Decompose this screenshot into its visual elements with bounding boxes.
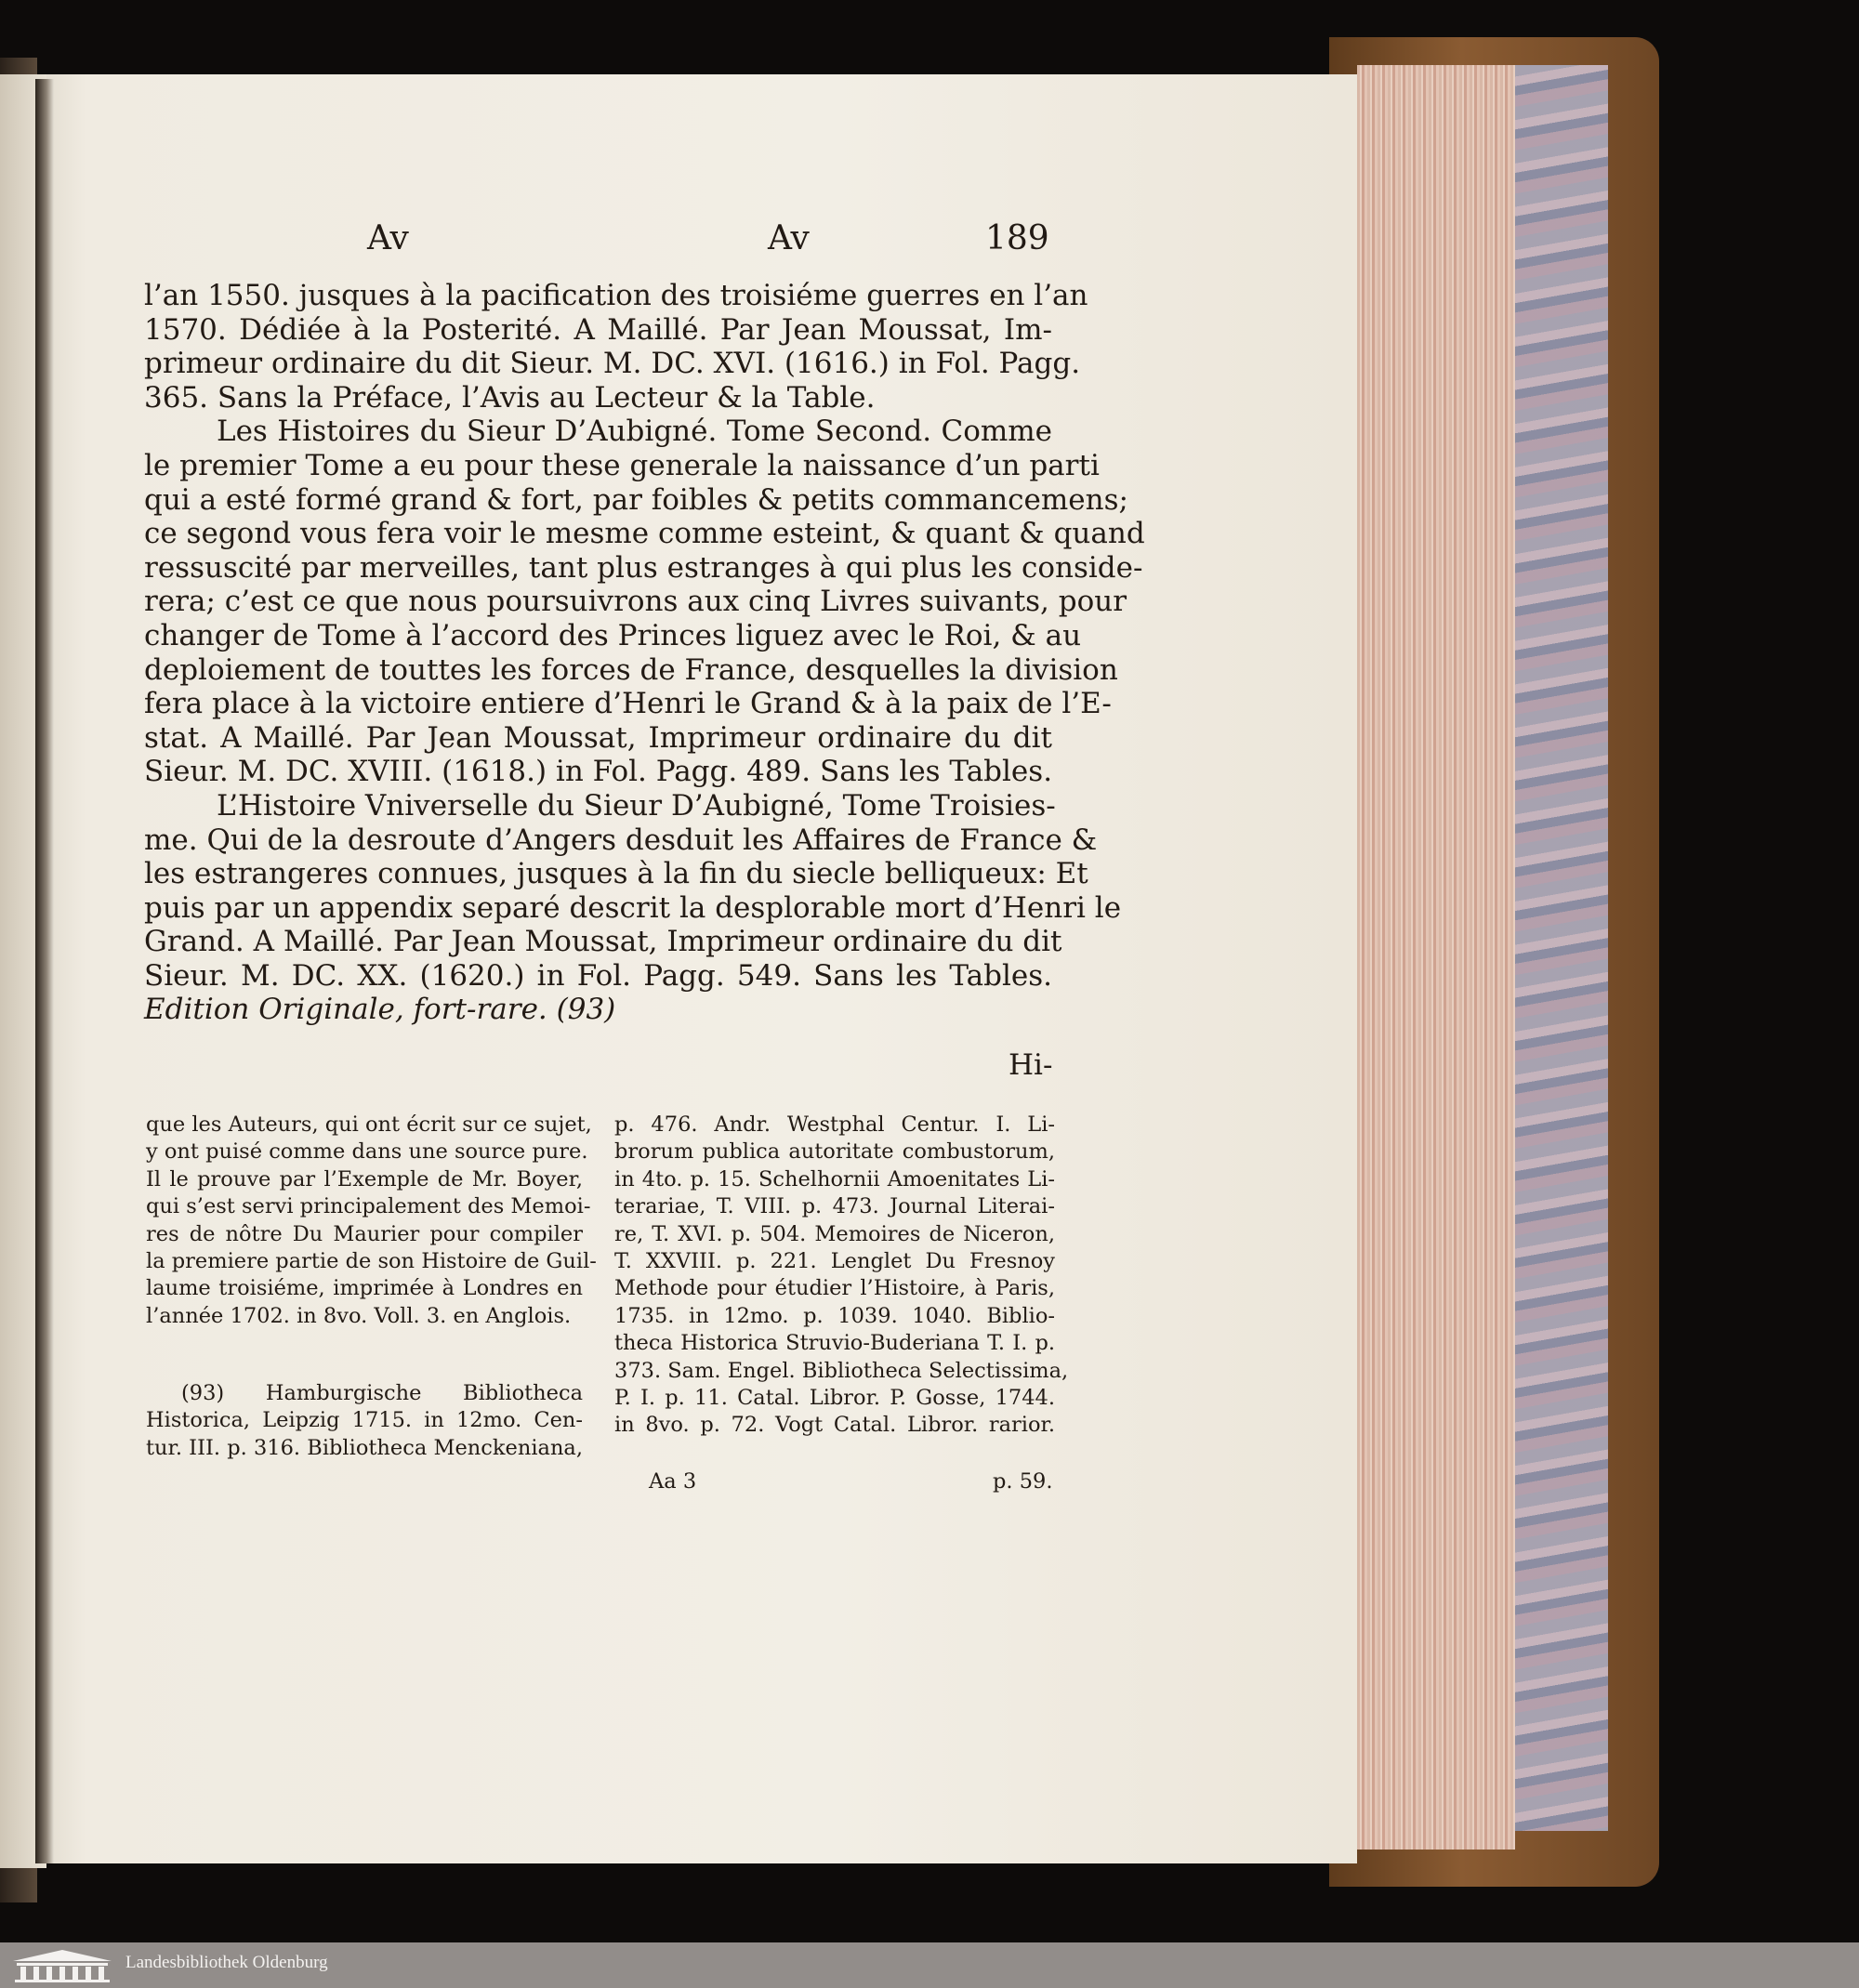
footnote-93 [146,1380,583,1462]
footnote-line: (93) Hamburgische Bibliotheca [181,1381,583,1405]
text-line: 365. Sans la Préface, l’Avis au Lecteur & la Table. [144,380,876,415]
text-line: l’an 1550. jusques à la pacification des troisiéme guerres en l’an [144,279,1088,312]
footnote-line: l’année 1702. in 8vo. Voll. 3. en Anglois. [146,1303,572,1328]
footnote-line: P. I. p. 11. Catal. Libror. P. Gosse, 1744. [614,1385,1055,1410]
library-building-icon [11,1948,113,1983]
footnote-line: 1735. in 12mo. p. 1039. 1040. Biblio- [614,1303,1055,1328]
text-line: qui a esté formé grand & fort, par foibles & petits commancemens; [144,482,1128,517]
text-line: primeur ordinaire du dit Sieur. M. DC. XVI. (1616.) in Fol. Pagg. [144,347,1081,381]
text-line: Les Histoires du Sieur D’Aubigné. Tome Second. Comme [217,415,1052,449]
text-line: Grand. A Maillé. Par Jean Moussat, Imprimeur ordinaire du dit [144,925,1062,959]
footnote-line: in 8vo. p. 72. Vogt Catal. Libror. rarior. [614,1413,1055,1438]
page-fore-edge [1357,65,1515,1850]
footnote-line: y ont puisé comme dans une source pure. [146,1139,588,1165]
footnote-line: theca Historica Struvio-Buderiana T. I. p. [614,1331,1055,1356]
footnote-line: 373. Sam. Engel. Bibliotheca Selectissima, [614,1358,1069,1383]
footnote-left-column [146,1112,597,1330]
text-line: stat. A Maillé. Par Jean Moussat, Imprimeur ordinaire du dit [144,720,1052,755]
footnote-right-column [614,1112,1069,1440]
running-head-left: Av [367,219,409,257]
text-line: deploiement de touttes les forces de France, desquelles la division [144,652,1118,687]
page-number: 189 [985,219,1049,257]
footnote-line: Methode pour étudier l’Histoire, à Paris, [614,1276,1055,1301]
main-text [144,279,1145,1027]
footnote-line: qui s’est servi principalement des Memoi- [146,1194,591,1219]
notes-catchword: p. 59. [993,1469,1053,1494]
text-line: ressuscité par merveilles, tant plus estranges à qui plus les conside- [144,550,1143,585]
text-line: 1570. Dédiée à la Posterité. A Maillé. Par Jean Moussat, Im- [144,312,1052,347]
text-line: fera place à la victoire entiere d’Henri le Grand & à la paix de l’E- [144,687,1112,721]
text-line: ce segond vous fera voir le mesme comme esteint, & quant & quand [144,517,1145,551]
book-gutter [35,79,54,1863]
footer-bar [0,1942,1859,1988]
running-head-center: Av [768,219,810,257]
marbled-endpaper [1506,65,1608,1831]
text-line: les estrangeres connues, jusques à la fin du siecle belliqueux: Et [144,857,1088,891]
footnote-line: Il le prouve par l’Exemple de Mr. Boyer, [146,1166,583,1191]
text-line: puis par un appendix separé descrit la desplorable mort d’Henri le [144,890,1122,925]
footnote-line: p. 476. Andr. Westphal Centur. I. Li- [614,1112,1055,1137]
text-line: me. Qui de la desroute d’Angers desduit les Affaires de France & [144,823,1098,857]
footnote-line: T. XXVIII. p. 221. Lenglet Du Fresnoy [614,1248,1055,1273]
footnote-line: Historica, Leipzig 1715. in 12mo. Cen- [146,1408,583,1433]
library-name: Landesbibliothek Oldenburg [125,1953,328,1972]
text-line: changer de Tome à l’accord des Princes liguez avec le Roi, & au [144,618,1082,652]
text-line: Sieur. M. DC. XVIII. (1618.) in Fol. Pagg. 489. Sans les Tables. [144,755,1053,789]
text-line: Edition Originale, fort-rare. (93) [144,993,616,1027]
footnote-line: tur. III. p. 316. Bibliotheca Menckeniana, [146,1435,583,1460]
footnote-line: brorum publica autoritate combustorum, [614,1139,1055,1165]
text-line: le premier Tome a eu pour these generale la naissance d’un parti [144,448,1100,482]
catchword: Hi- [1009,1048,1053,1082]
text-line: Sieur. M. DC. XX. (1620.) in Fol. Pagg. 549. Sans les Tables. [144,958,1052,993]
footnote-line: la premiere partie de son Histoire de Guil- [146,1248,597,1273]
text-line: L’Histoire Vniverselle du Sieur D’Aubigné, Tome Troisies- [217,788,1056,823]
footnote-line: terariae, T. VIII. p. 473. Journal Literai- [614,1194,1055,1219]
signature-mark: Aa 3 [649,1469,697,1494]
text-line: rera; c’est ce que nous poursuivrons aux cinq Livres suivants, pour [144,585,1127,619]
footnote-line: in 4to. p. 15. Schelhornii Amoenitates Li- [614,1166,1055,1191]
footnote-line: res de nôtre Du Maurier pour compiler [146,1221,583,1246]
footnote-line: laume troisiéme, imprimée à Londres en [146,1276,583,1301]
footnote-line: re, T. XVI. p. 504. Memoires de Niceron, [614,1221,1055,1246]
footnote-line: que les Auteurs, qui ont écrit sur ce sujet, [146,1112,592,1137]
